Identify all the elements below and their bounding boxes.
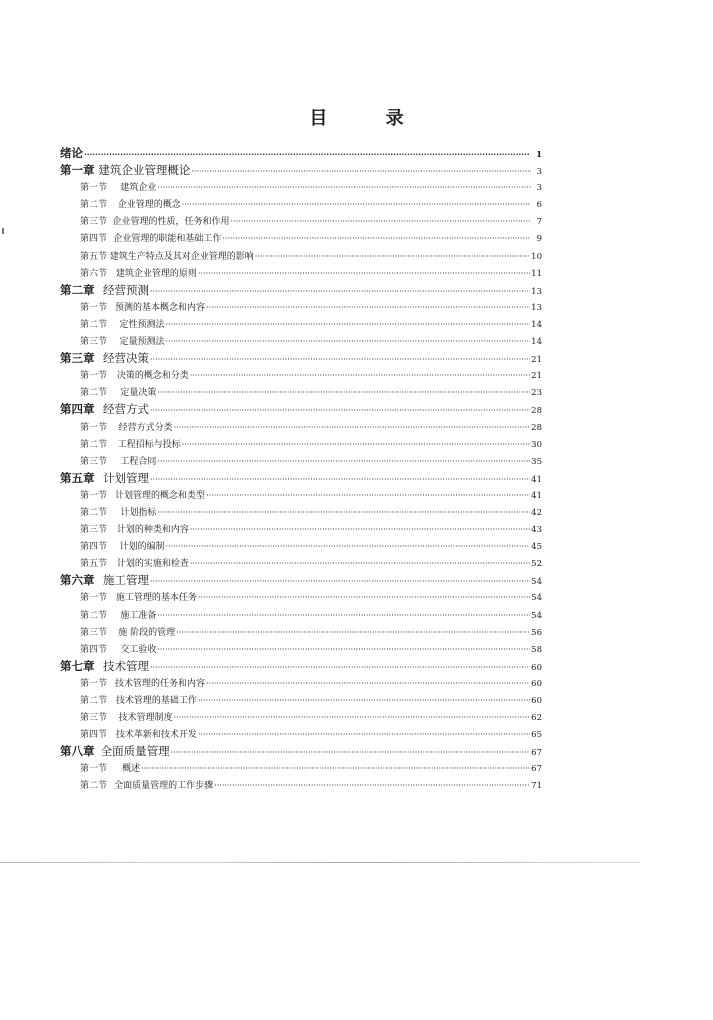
section-title: 决策的概念和分类: [116, 371, 189, 382]
section-number: 第五节: [80, 251, 108, 262]
chapter-title: 绪论: [60, 146, 83, 160]
dot-leader: [255, 248, 530, 265]
dot-leader: [222, 230, 531, 247]
section-number: 第二节: [80, 507, 108, 518]
chapter-title: 施工管理: [102, 573, 149, 588]
section-number: 第一节: [80, 183, 108, 194]
dot-leader: [198, 589, 530, 606]
dot-leader: [141, 760, 530, 777]
section-number: 第三节: [80, 217, 108, 228]
section-number: 第三节: [80, 713, 108, 724]
section-number: 第三节: [80, 627, 108, 638]
section-title: 建筑企业: [120, 183, 157, 194]
toc-section-entry: [60, 384, 542, 401]
toc-section-entry: [60, 521, 542, 538]
dot-leader: [190, 521, 530, 538]
toc-section-entry: [60, 624, 542, 641]
section-number: 第二节: [80, 388, 108, 399]
toc-chapter-entry: [60, 350, 542, 367]
section-number: 第二节: [80, 781, 108, 792]
dot-leader: [157, 384, 530, 401]
dot-leader: [182, 436, 530, 453]
chapter-title: 经营预测: [102, 282, 149, 297]
page-number: 23: [531, 388, 542, 399]
page-number: 30: [531, 439, 542, 450]
toc-section-entry: [60, 777, 542, 794]
section-number: 第四节: [80, 730, 108, 741]
toc-section-entry: [60, 265, 542, 282]
section-title: 全面质量管理的工作步骤: [114, 781, 214, 792]
dot-leader: [206, 487, 530, 504]
section-title: 计划的编制: [119, 542, 165, 553]
dot-leader: [231, 213, 531, 230]
dot-leader: [190, 367, 530, 384]
dot-leader: [176, 624, 530, 641]
page-number: 28: [531, 422, 542, 433]
section-number: 第二节: [80, 610, 108, 621]
section-number: 第四节: [80, 542, 108, 553]
dot-leader: [150, 283, 530, 300]
dot-leader: [157, 453, 530, 470]
dot-leader: [206, 675, 530, 692]
toc-section-entry: [60, 538, 542, 555]
page-number: 11: [531, 268, 542, 279]
dot-leader: [182, 196, 531, 213]
section-number: 第三节: [80, 456, 108, 467]
page-number: 62: [531, 713, 542, 724]
page-number: 13: [531, 286, 542, 297]
page-number: 65: [531, 730, 542, 741]
section-number: 第二节: [80, 200, 108, 211]
dot-leader: [157, 179, 531, 196]
section-number: 第二节: [80, 439, 108, 450]
section-title: 技术管理的基础工作: [115, 696, 197, 706]
dot-leader: [206, 299, 530, 316]
toc-chapter-entry: [60, 282, 542, 299]
page-number: 54: [531, 610, 542, 621]
section-number: 第五节: [80, 559, 108, 570]
toc-section-entry: [60, 607, 542, 624]
page-number: 41: [531, 490, 542, 501]
toc-chapter-entry: [60, 145, 542, 162]
toc-section-entry: [60, 641, 542, 658]
scan-artifact-mark: [2, 228, 4, 234]
section-number: 第三节: [80, 525, 108, 536]
chapter-number: 第七章: [60, 658, 95, 673]
dot-leader: [84, 146, 531, 163]
section-number: 第一节: [80, 490, 108, 501]
chapter-number: 第六章: [60, 573, 95, 588]
page-number: 67: [531, 764, 542, 775]
section-number: 第二节: [80, 319, 108, 330]
section-number: 第四节: [80, 234, 108, 245]
toc-chapter-entry: [60, 572, 542, 589]
page-number: 13: [531, 302, 542, 313]
section-number: 第一节: [80, 371, 108, 382]
dot-leader: [171, 744, 531, 761]
toc-section-entry: [60, 213, 542, 230]
section-number: 第一节: [80, 422, 108, 433]
dot-leader: [150, 573, 530, 590]
toc-section-entry: [60, 196, 542, 213]
section-title: 计划的实施和检查: [116, 559, 189, 570]
dot-leader: [150, 351, 530, 368]
page-number: 54: [531, 593, 542, 604]
page-number: 21: [531, 371, 542, 382]
section-title: 交工验收: [120, 644, 157, 655]
toc-chapter-entry: [60, 658, 542, 675]
toc-chapter-entry: [60, 162, 542, 179]
page-number: 52: [531, 559, 542, 570]
section-title: 企业管理的性质，任务和作用: [112, 217, 230, 228]
section-title: 工程合同: [120, 456, 157, 467]
chapter-number: 第二章: [60, 282, 95, 297]
section-title: 施工管理的基本任务: [115, 593, 197, 604]
dot-leader: [190, 555, 530, 572]
dot-leader: [198, 692, 530, 709]
toc-section-entry: [60, 367, 542, 384]
page-number: 56: [531, 627, 542, 638]
toc-section-entry: [60, 230, 542, 247]
page-number: 45: [531, 542, 542, 553]
toc-section-entry: [60, 726, 542, 743]
chapter-title: 经营决策: [102, 351, 149, 366]
section-title: 工程招标与投标: [117, 439, 181, 450]
page-number: 14: [531, 337, 542, 348]
chapter-number: 第四章: [60, 402, 95, 417]
chapter-title: 技术管理: [102, 658, 149, 673]
toc-section-entry: [60, 333, 542, 350]
scan-artifact-line: [0, 862, 640, 863]
page-number: 41: [531, 474, 542, 485]
toc-section-entry: [60, 453, 542, 470]
page-number: 10: [531, 251, 542, 262]
dot-leader: [150, 402, 530, 419]
chapter-number: 第八章: [60, 744, 95, 759]
page-number: 7: [536, 217, 542, 228]
page-number: 3: [536, 183, 542, 194]
page-number: 9: [536, 234, 542, 245]
section-title: 定性预测法: [119, 319, 165, 330]
chapter-number: 第五章: [60, 470, 95, 485]
dot-leader: [165, 316, 530, 333]
section-title: 建筑生产特点及其对企业管理的影响: [109, 251, 254, 262]
chapter-title: 计划管理: [102, 470, 149, 485]
toc-chapter-entry: [60, 470, 542, 487]
dot-leader: [198, 265, 530, 282]
section-title: 计划指标: [120, 507, 157, 518]
page-number: 60: [531, 678, 542, 689]
page-number: 21: [531, 355, 542, 366]
section-title: 经营方式分类: [118, 422, 173, 433]
toc-chapter-entry: [60, 743, 542, 760]
page-number: 60: [531, 696, 542, 706]
section-title: 施 阶段的管理: [118, 627, 176, 638]
page-number: 6: [536, 200, 542, 211]
section-title: 技术管理制度: [118, 713, 173, 724]
section-number: 第二节: [80, 696, 108, 706]
page-number: 71: [531, 781, 542, 792]
section-title: 定量预测法: [119, 337, 165, 348]
toc-section-entry: [60, 419, 542, 436]
section-number: 第四节: [80, 644, 108, 655]
dot-leader: [198, 726, 530, 743]
section-title: 技术管理的任务和内容: [115, 678, 206, 689]
page-number: 35: [531, 456, 542, 467]
section-number: 第六节: [80, 268, 108, 279]
chapter-number: 第三章: [60, 351, 95, 366]
toc-section-entry: [60, 555, 542, 572]
page-number: 28: [531, 406, 542, 417]
section-title: 计划的种类和内容: [116, 525, 189, 536]
section-title: 企业管理的职能和基础工作: [113, 234, 222, 245]
toc-section-entry: [60, 692, 542, 709]
dot-leader: [165, 333, 530, 350]
chapter-number: 第一章: [60, 163, 95, 178]
section-title: 技术革新和技术开发: [115, 730, 197, 741]
dot-leader: [174, 419, 531, 436]
page-number: 67: [531, 748, 542, 759]
toc-section-entry: [60, 504, 542, 521]
toc-section-entry: [60, 248, 542, 265]
toc-section-entry: [60, 487, 542, 504]
dot-leader: [157, 504, 530, 521]
section-title: 预测的基本概念和内容: [115, 302, 206, 313]
chapter-title: 全面质量管理: [100, 744, 170, 759]
section-title: 定量决策: [120, 388, 157, 399]
dot-leader: [150, 659, 530, 676]
table-of-contents: [60, 145, 542, 795]
section-title: 计划管理的概念和类型: [115, 490, 206, 501]
page-number: 1: [536, 150, 542, 160]
section-title: 建筑企业管理的原则: [115, 268, 197, 279]
page-number: 3: [536, 167, 542, 178]
toc-section-entry: [60, 316, 542, 333]
toc-section-entry: [60, 179, 542, 196]
section-number: 第一节: [80, 764, 108, 775]
dot-leader: [214, 777, 530, 794]
page-number: 60: [531, 662, 542, 673]
section-number: 第一节: [80, 678, 108, 689]
section-title: 概述: [122, 764, 141, 775]
toc-section-entry: [60, 589, 542, 606]
dot-leader: [157, 607, 530, 624]
section-number: 第三节: [80, 337, 108, 348]
dot-leader: [191, 163, 531, 180]
dot-leader: [150, 471, 530, 488]
toc-section-entry: [60, 760, 542, 777]
chapter-title: 经营方式: [102, 402, 149, 417]
dot-leader: [165, 538, 530, 555]
section-title: 企业管理的概念: [117, 200, 181, 211]
toc-section-entry: [60, 675, 542, 692]
toc-section-entry: [60, 299, 542, 316]
page-title: 目 录: [309, 108, 430, 129]
page-number: 14: [531, 319, 542, 330]
toc-section-entry: [60, 709, 542, 726]
section-number: 第一节: [80, 593, 108, 604]
section-title: 施工准备: [120, 610, 157, 621]
page-number: 42: [531, 507, 542, 518]
toc-section-entry: [60, 436, 542, 453]
dot-leader: [157, 641, 530, 658]
toc-chapter-entry: [60, 401, 542, 418]
dot-leader: [174, 709, 531, 726]
page-number: 54: [531, 577, 542, 588]
page-number: 43: [531, 525, 542, 536]
page-number: 58: [531, 644, 542, 655]
chapter-title: 建筑企业管理概论: [98, 163, 191, 178]
section-number: 第一节: [80, 302, 108, 313]
